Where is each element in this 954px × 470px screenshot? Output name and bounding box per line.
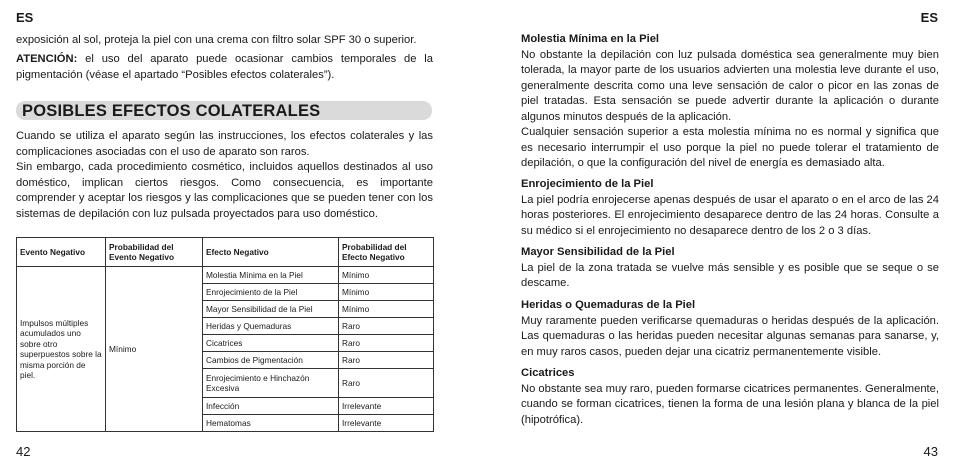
header-event-probability: Probabilidad del Evento Negativo (106, 238, 203, 267)
section-redness (521, 177, 939, 239)
event-probability-cell: Mínimo (106, 267, 203, 432)
section-heading: Cicatrices (521, 367, 575, 379)
section-minimal-discomfort (521, 32, 939, 172)
effect-cell: Molestia Mínima en la Piel (203, 267, 339, 284)
effect-cell: Hematomas (203, 415, 339, 432)
table-row (17, 267, 434, 284)
effect-probability-cell: Mínimo (339, 284, 434, 301)
section-heading: Heridas o Quemaduras de la Piel (521, 299, 696, 311)
section-heading: Molestia Mínima en la Piel (521, 33, 660, 45)
header-negative-event: Evento Negativo (17, 238, 106, 267)
language-tag-right: ES (920, 10, 938, 25)
sun-protection-text: exposición al sol, proteja la piel con una crema con filtro solar SPF 30 o superior. (16, 34, 417, 46)
section-paragraph: La piel podría enrojecerse apenas después de usar el aparato o en el arco de las 24 horas posteriores. El enrojecimiento desaparece dentro de las 24 horas. Consulte a su médico si el enrojecimiento no desaparece dentro de los 2 o 3 días. (521, 193, 939, 237)
page-number-left: 42 (16, 444, 31, 459)
side-effects-table (16, 237, 434, 432)
section-title: POSIBLES EFECTOS COLATERALES (22, 102, 321, 120)
effect-cell: Cambios de Pigmentación (203, 352, 339, 369)
section-paragraph: La piel de la zona tratada se vuelve más sensible y es posible que se seque o se descame. (521, 261, 939, 289)
effect-cell: Infección (203, 398, 339, 415)
effect-cell: Enrojecimiento de la Piel (203, 284, 339, 301)
section-paragraph: Muy raramente pueden verificarse quemaduras o heridas después de la aplicación. Las quemaduras o las heridas pueden necesitar algunas semanas para sanarse, y, en muy raros casos, pueden dejar una cicatriz permanentemente visible. (521, 314, 939, 358)
header-effect-probability: Probabilidad del Efecto Negativo (339, 238, 434, 267)
negative-event-cell: Impulsos múltiples acumulados uno sobre otro superpuestos sobre la misma porción de piel. (17, 267, 106, 432)
effect-probability-cell: Raro (339, 369, 434, 398)
header-negative-effect: Efecto Negativo (203, 238, 339, 267)
intro-paragraph-2: Sin embargo, cada procedimiento cosmético, incluidos aquellos destinados al uso doméstico, implican ciertos riesgos. Como consecuencia, es importante comprender y aceptar los riesgos y las complicaciones que se pueden tener con los sistemas de depilación con luz pulsada proyectados para uso doméstico. (16, 161, 433, 220)
effect-probability-cell: Raro (339, 352, 434, 369)
effect-probability-cell: Irrelevante (339, 398, 434, 415)
language-tag-left: ES (16, 10, 34, 25)
section-sensitivity (521, 245, 939, 292)
effect-cell: Heridas y Quemaduras (203, 318, 339, 335)
effect-probability-cell: Raro (339, 318, 434, 335)
page-number-right: 43 (923, 444, 938, 459)
effect-probability-cell: Raro (339, 335, 434, 352)
table-header-row (17, 238, 434, 267)
effect-cell: Enrojecimiento e Hinchazón Excesiva (203, 369, 339, 398)
effect-probability-cell: Mínimo (339, 301, 434, 318)
section-paragraph: No obstante sea muy raro, pueden formarse cicatrices permanentes. Generalmente, cuando se forman cicatrices, tienen la forma de una lesión plana y blanca de la piel (hipotrófica). (521, 382, 939, 426)
section-wounds-burns (521, 298, 939, 360)
attention-label: ATENCIÓN: (16, 53, 78, 65)
section-paragraph: No obstante la depilación con luz pulsada doméstica sea generalmente muy bien tolerada, la mayor parte de los usuarios advierten una molestia leve durante el uso, generalmente descrita como una leve sensación de calor o picor en las zonas de piel tratadas. Esta sensación se puede advertir durante la aplicación o durante algunos minutos después de la aplicación. (521, 48, 939, 123)
section-heading: Mayor Sensibilidad de la Piel (521, 246, 675, 258)
effect-probability-cell: Mínimo (339, 267, 434, 284)
attention-text: el uso del aparato puede ocasionar cambios temporales de la pigmentación (véase el apartado “Posibles efectos colaterales”). (16, 53, 433, 81)
right-page (477, 0, 954, 470)
section-heading: Enrojecimiento de la Piel (521, 178, 654, 190)
section-scars (521, 366, 939, 428)
section-paragraph: Cualquier sensación superior a esta molestia mínima no es normal y significa que es necesario interrumpir el uso porque la piel no puede tolerar el tratamiento de depilación, o que la configuración del nivel de energía es demasiado alta. (521, 126, 939, 169)
effect-cell: Cicatrices (203, 335, 339, 352)
effect-cell: Mayor Sensibilidad de la Piel (203, 301, 339, 318)
attention-paragraph (16, 52, 433, 83)
effect-probability-cell: Irrelevante (339, 415, 434, 432)
intro-paragraph-1: Cuando se utiliza el aparato según las instrucciones, los efectos colaterales y las complicaciones asociadas con el uso de aparato son raros. (16, 130, 433, 158)
